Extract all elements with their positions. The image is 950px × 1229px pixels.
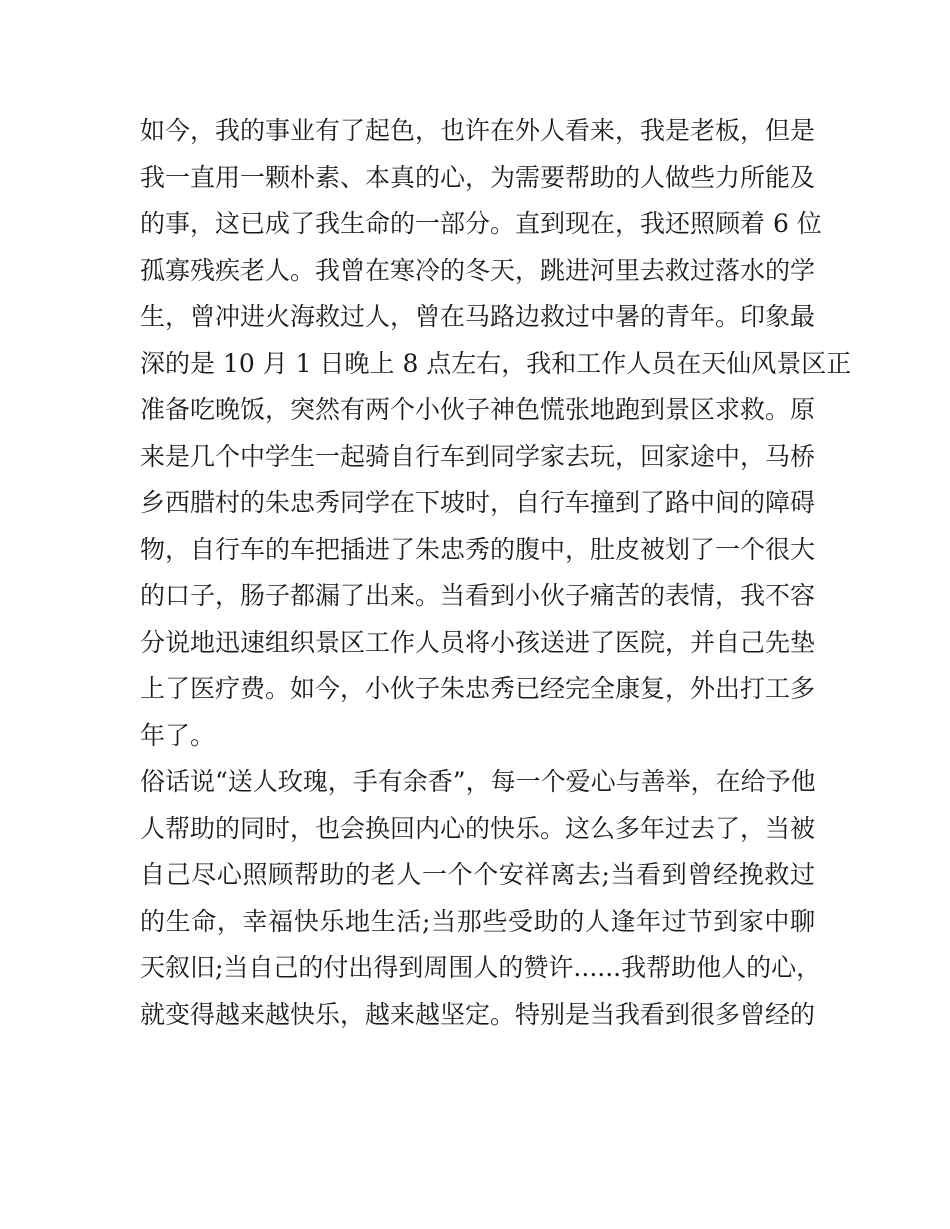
text-line: 物，自行车的车把插进了朱忠秀的腹中，肚皮被划了一个很大 xyxy=(140,534,816,564)
text-line: 乡西腊村的朱忠秀同学在下坡时，自行车撞到了路中间的障碍 xyxy=(140,488,816,517)
text-line: 生，曾冲进火海救过人，曾在马路边救过中暑的青年。印象最 xyxy=(140,302,816,331)
text-line: 准备吃晚饭，突然有两个小伙子神色慌张地跑到景区求救。原 xyxy=(140,395,816,424)
text-line: 孤寡残疾老人。我曾在寒冷的冬天，跳进河里去救过落水的学 xyxy=(140,255,816,285)
text-line: 自己尽心照顾帮助的老人一个个安祥离去;当看到曾经挽救过 xyxy=(140,860,815,889)
text-line: 人帮助的同时，也会换回内心的快乐。这么多年过去了，当被 xyxy=(140,813,816,843)
text-line: 来是几个中学生一起骑自行车到同学家去玩，回家途中，马桥 xyxy=(140,441,816,471)
text-line: 的事，这已成了我生命的一部分。直到现在，我还照顾着 6 位 xyxy=(140,209,822,238)
text-line: 的口子，肠子都漏了出来。当看到小伙子痛苦的表情，我不容 xyxy=(140,581,816,610)
text-line: 天叙旧;当自己的付出得到周围人的赞许......我帮助他人的心， xyxy=(140,953,822,982)
text-line: 上了医疗费。如今，小伙子朱忠秀已经完全康复，外出打工多 xyxy=(140,674,816,703)
text-line: 俗话说“送人玫瑰，手有余香”，每一个爱心与善举，在给予他 xyxy=(140,767,816,796)
text-line: 如今，我的事业有了起色，也许在外人看来，我是老板，但是 xyxy=(140,116,816,145)
body-text xyxy=(140,108,852,1038)
text-line: 我一直用一颗朴素、本真的心，为需要帮助的人做些力所能及 xyxy=(140,162,816,192)
text-line: 深的是 10 月 1 日晚上 8 点左右，我和工作人员在天仙风景区正 xyxy=(140,348,852,378)
text-line: 年了。 xyxy=(140,720,216,750)
text-line: 分说地迅速组织景区工作人员将小孩送进了医院，并自己先垫 xyxy=(140,627,816,657)
text-line: 就变得越来越快乐，越来越坚定。特别是当我看到很多曾经的 xyxy=(140,999,816,1029)
text-line: 的生命，幸福快乐地生活;当那些受助的人逢年过节到家中聊 xyxy=(140,906,815,936)
